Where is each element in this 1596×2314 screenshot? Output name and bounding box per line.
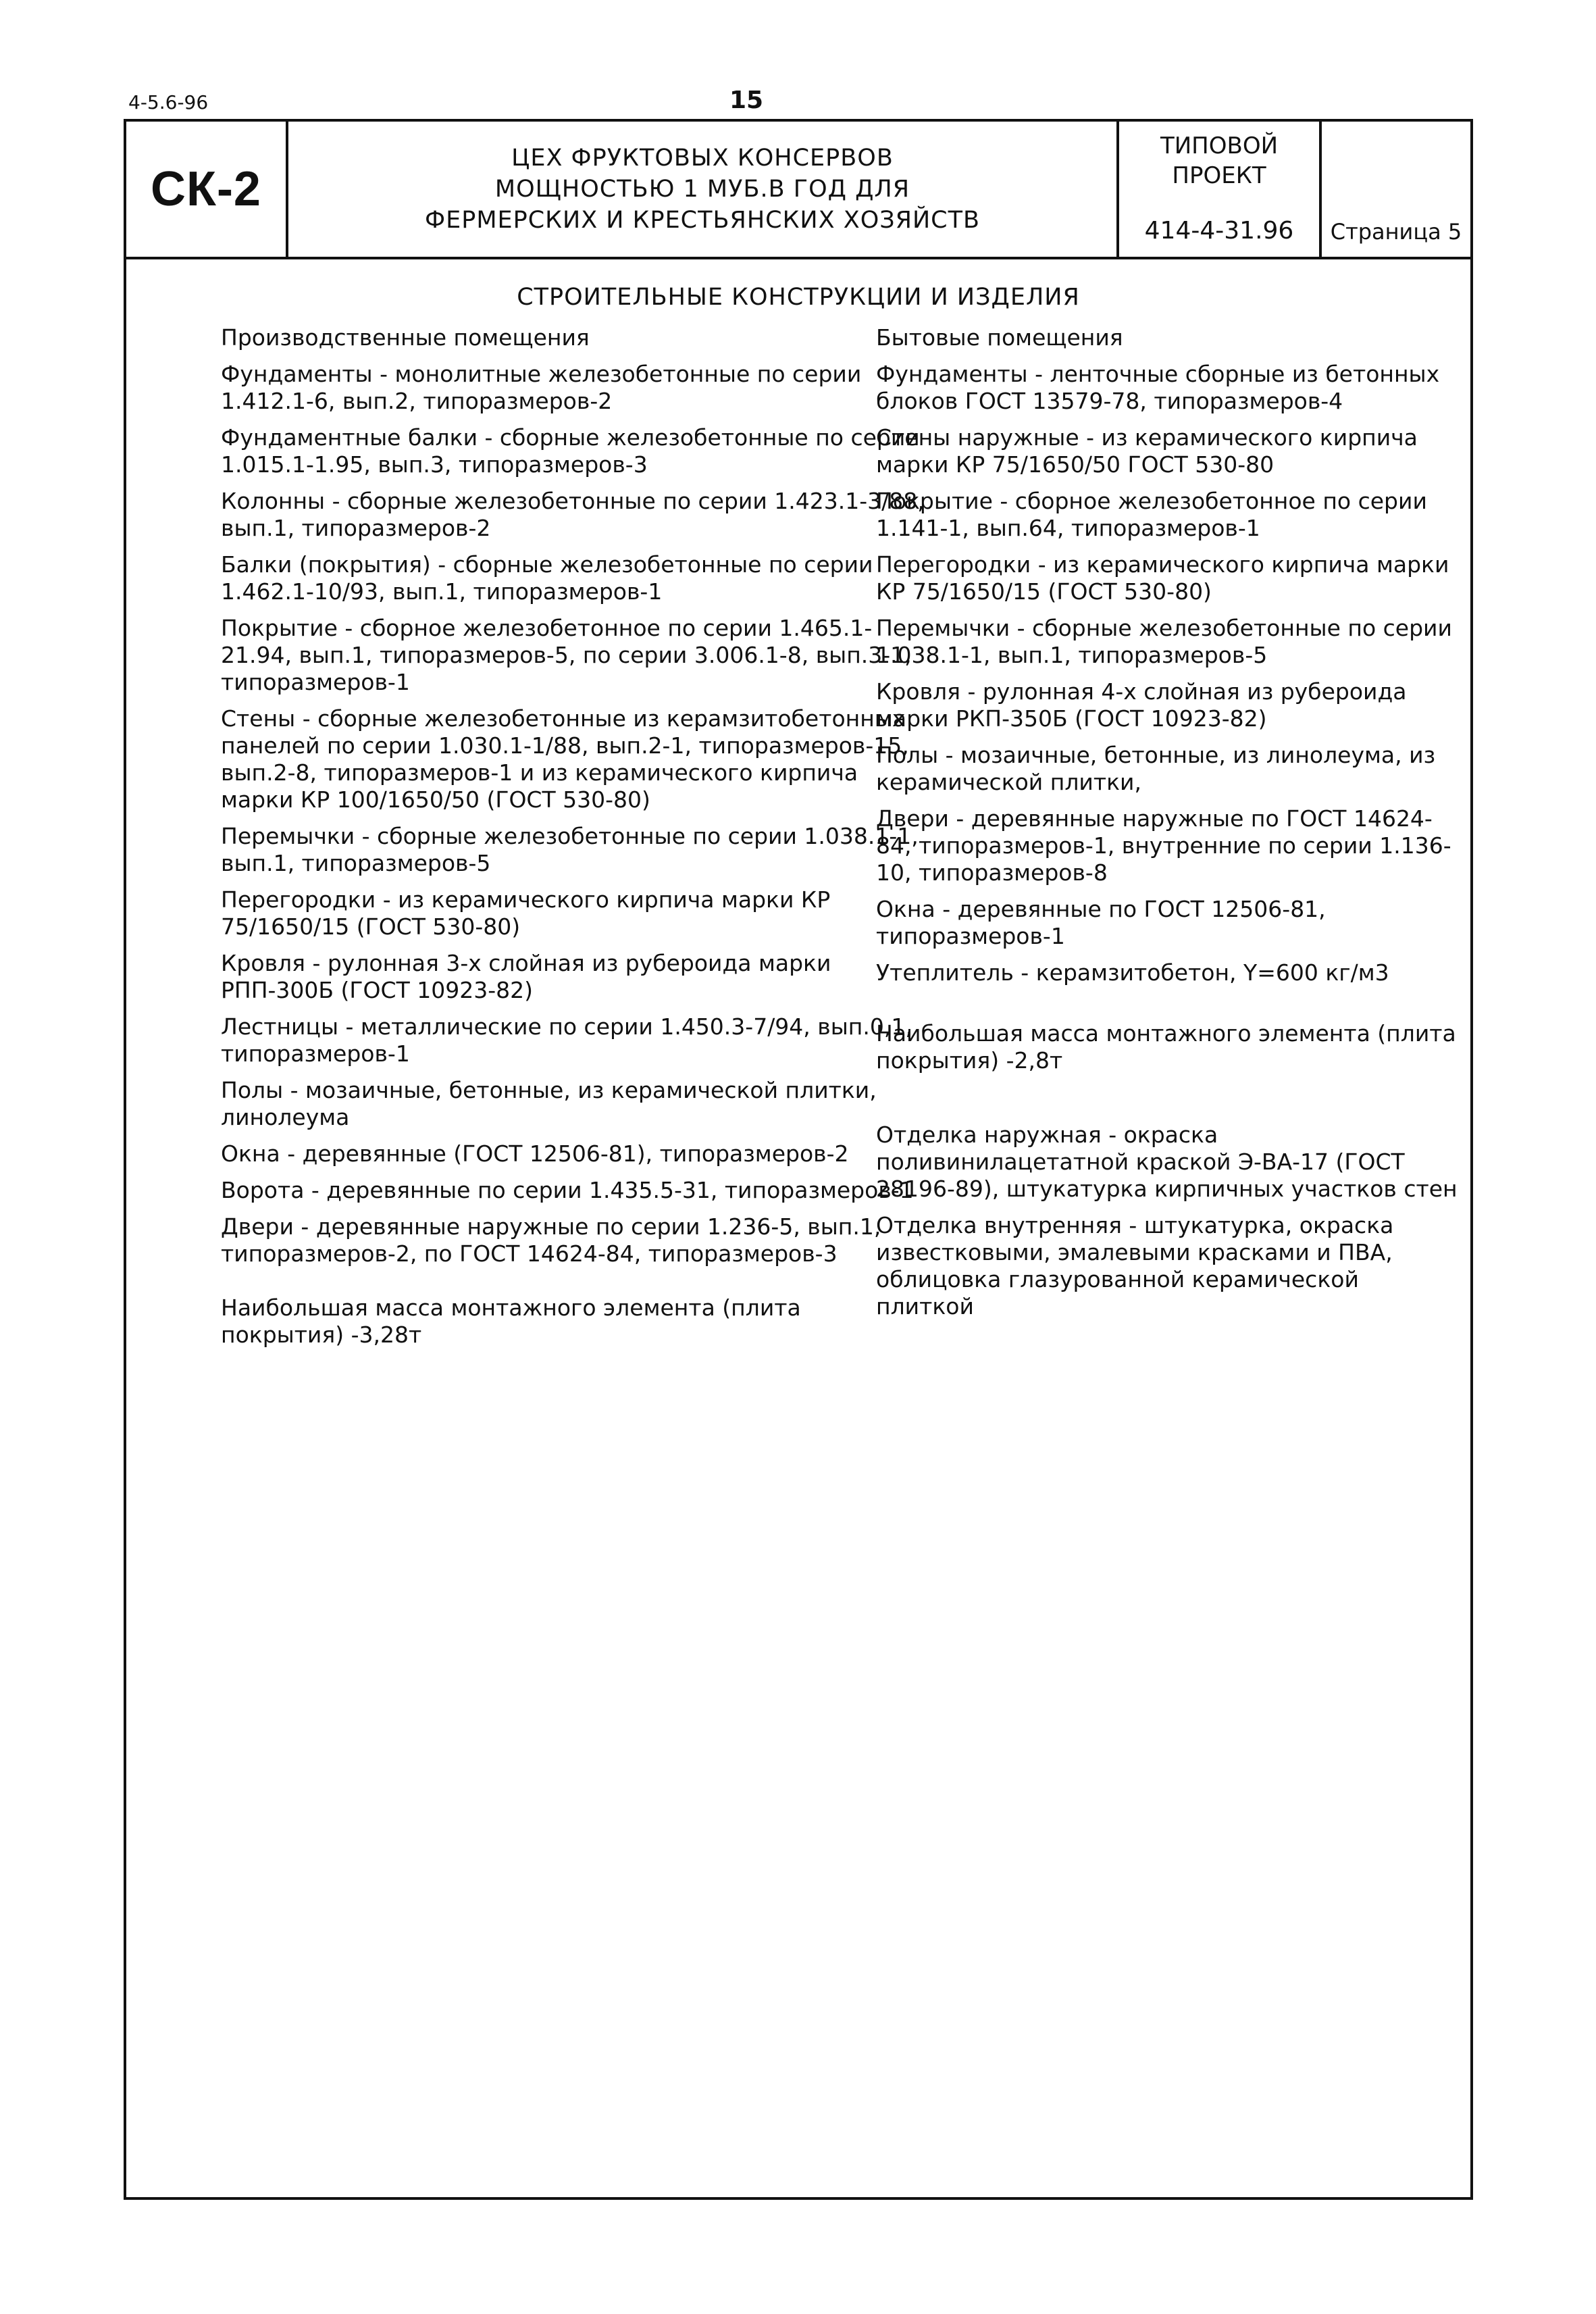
project-number: 414-4-31.96 [1144, 217, 1294, 245]
project-title-line: МОЩНОСТЬЮ 1 МУБ.В ГОД ДЛЯ [494, 176, 910, 203]
max-element-mass: Наибольшая масса монтажного элемента (плита покрытия) -3,28т [221, 1294, 801, 1348]
list-item: Полы - мозаичные, бетонные, из керамической плитки, линолеума [221, 1077, 877, 1130]
list-item: Двери - деревянные наружные по ГОСТ 14624-84, типоразмеров-1, внутренние по серии 1.136-10, типоразмеров-8 [876, 805, 1451, 886]
page-label-cell [1322, 122, 1470, 257]
list-item: Кровля - рулонная 3-х слойная из рубероида марки РПП-300Б (ГОСТ 10923-82) [221, 950, 831, 1003]
max-element-mass: Наибольшая масса монтажного элемента (плита покрытия) -2,8т [876, 1020, 1456, 1074]
typical-project-label [1119, 131, 1319, 191]
typical-project-stack [1119, 122, 1319, 257]
list-item: Колонны - сборные железобетонные по серии 1.423.1-3/88, вып.1, типоразмеров-2 [221, 488, 925, 541]
list-item: Отделка внутренняя - штукатурка, окраска известковыми, эмалевыми красками и ПВА, облицовка глазурованной керамической плиткой [876, 1212, 1394, 1319]
right-column [876, 324, 1464, 1330]
right-column-heading: Бытовые помещения [876, 324, 1123, 351]
sheet-code-cell [126, 122, 288, 257]
left-column-heading: Производственные помещения [221, 324, 590, 351]
page-label: Страница 5 [1330, 219, 1462, 245]
typical-project-label-line: ТИПОВОЙ [1160, 132, 1279, 159]
list-item: Перемычки - сборные железобетонные по серии 1.038.1-1, вып.1, типоразмеров-5 [876, 615, 1452, 668]
typical-project-label-line: ПРОЕКТ [1172, 162, 1266, 189]
page-number: 15 [729, 86, 764, 114]
project-title [425, 143, 980, 236]
list-item: Перегородки - из керамического кирпича марки КР 75/1650/15 (ГОСТ 530-80) [876, 551, 1449, 605]
list-item: Окна - деревянные (ГОСТ 12506-81), типоразмеров-2 [221, 1140, 849, 1167]
list-item: Лестницы - металлические по серии 1.450.3-7/94, вып.0,1, типоразмеров-1 [221, 1013, 912, 1067]
list-item: Отделка наружная - окраска поливинилацетатной краской Э-ВА-17 (ГОСТ 28196-89), штукатурка кирпичных участков стен [876, 1122, 1458, 1202]
list-item: Перемычки - сборные железобетонные по серии 1.038.1-1, вып.1, типоразмеров-5 [221, 823, 919, 876]
document-code: 4-5.6-96 [128, 91, 209, 114]
list-item: Утеплитель - керамзитобетон, Y=600 кг/м3 [876, 959, 1389, 986]
list-item: Балки (покрытия) - сборные железобетонные по серии 1.462.1-10/93, вып.1, типоразмеров-1 [221, 551, 873, 605]
list-item: Двери - деревянные наружные по серии 1.236-5, вып.1, типоразмеров-2, по ГОСТ 14624-84, типоразмеров-3 [221, 1213, 881, 1267]
project-title-line: ЦЕХ ФРУКТОВЫХ КОНСЕРВОВ [511, 145, 894, 172]
title-block [126, 122, 1470, 259]
list-item: Ворота - деревянные по серии 1.435.5-31, типоразмеров-1 [221, 1177, 914, 1203]
list-item: Полы - мозаичные, бетонные, из линолеума, из керамической плитки, [876, 742, 1436, 795]
list-item: Стены наружные - из керамического кирпича марки КР 75/1650/50 ГОСТ 530-80 [876, 424, 1418, 478]
list-item: Фундаменты - ленточные сборные из бетонных блоков ГОСТ 13579-78, типоразмеров-4 [876, 361, 1440, 414]
project-title-cell [288, 122, 1119, 257]
list-item: Стены - сборные железобетонные из керамзитобетонных панелей по серии 1.030.1-1/88, вып.2-1, типоразмеров-15, вып.2-8, типоразмеров-1 и из керамического кирпича марки КР 100/1650/50 (ГОСТ 530-80) [221, 705, 909, 813]
list-item: Кровля - рулонная 4-х слойная из рубероида марки РКП-350Б (ГОСТ 10923-82) [876, 678, 1407, 732]
drawing-frame [124, 119, 1473, 2200]
list-item: Покрытие - сборное железобетонное по серии 1.141-1, вып.64, типоразмеров-1 [876, 488, 1427, 541]
list-item: Перегородки - из керамического кирпича марки КР 75/1650/15 (ГОСТ 530-80) [221, 886, 831, 940]
list-item: Покрытие - сборное железобетонное по серии 1.465.1-21.94, вып.1, типоразмеров-5, по серии 3.006.1-8, вып.3-1, типоразмеров-1 [221, 615, 912, 695]
list-item: Фундаменты - монолитные железобетонные по серии 1.412.1-6, вып.2, типоразмеров-2 [221, 361, 862, 414]
typical-project-cell [1119, 122, 1322, 257]
section-title: СТРОИТЕЛЬНЫЕ КОНСТРУКЦИИ И ИЗДЕЛИЯ [517, 284, 1080, 311]
left-column [221, 324, 930, 1358]
project-title-line: ФЕРМЕРСКИХ И КРЕСТЬЯНСКИХ ХОЗЯЙСТВ [424, 207, 981, 234]
list-item: Фундаментные балки - сборные железобетонные по серии 1.015.1-1.95, вып.3, типоразмеров-3 [221, 424, 920, 478]
sheet-code: СК-2 [151, 162, 261, 216]
list-item: Окна - деревянные по ГОСТ 12506-81, типоразмеров-1 [876, 896, 1326, 949]
